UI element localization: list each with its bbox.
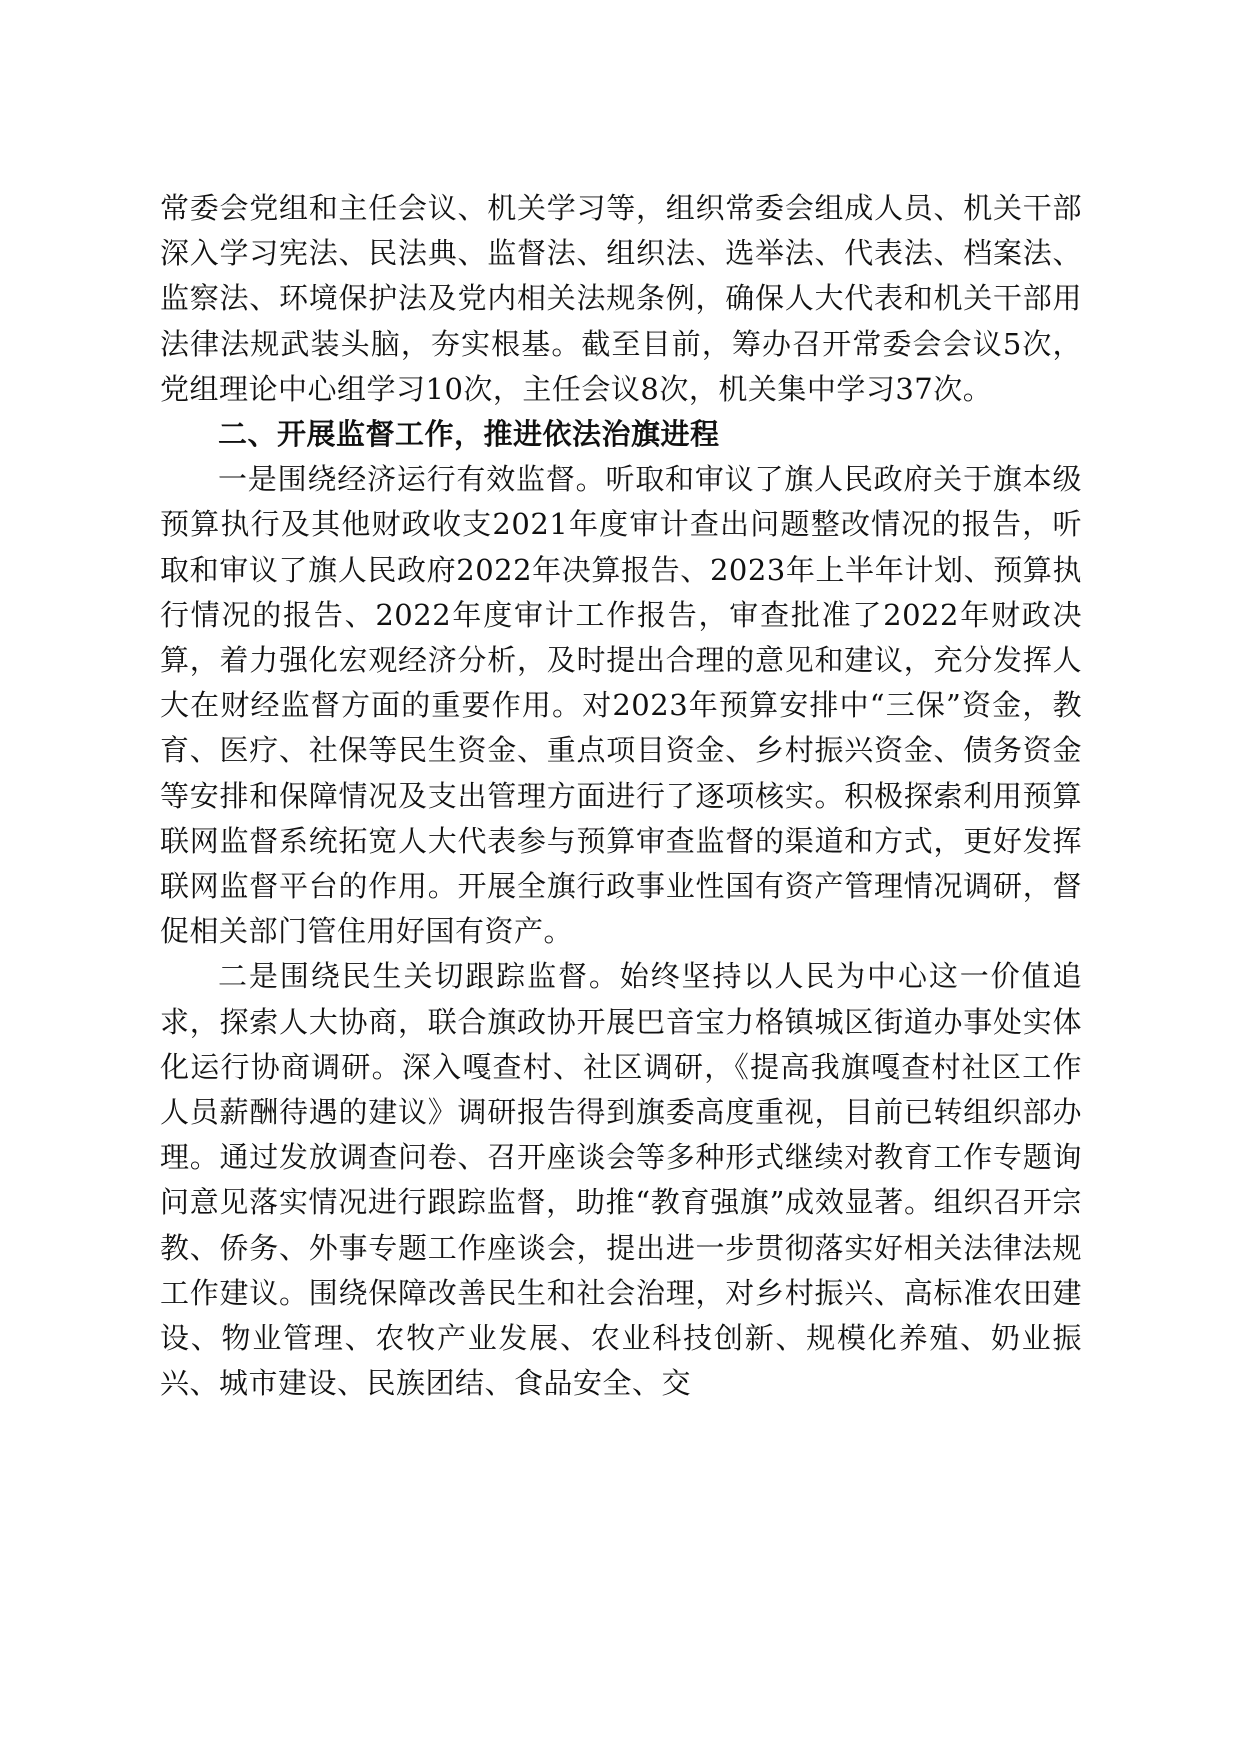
paragraph-study-summary: 常委会党组和主任会议、机关学习等，组织常委会组成人员、机关干部深入学习宪法、民法典、监督法、组织法、选举法、代表法、档案法、监察法、环境保护法及党内相关法规条例，确保人大代表和机关干部用法律法规武装头脑，夯实根基。截至目前，筹办召开常委会会议5次，党组理论中心组学习10次，主任会议8次，机关集中学习37次。: [160, 191, 1082, 406]
section-heading-supervision: 二、开展监督工作，推进依法治旗进程: [218, 417, 720, 452]
paragraph-economic-supervision: 一是围绕经济运行有效监督。听取和审议了旗人民政府关于旗本级预算执行及其他财政收支2021年度审计查出问题整改情况的报告，听取和审议了旗人民政府2022年决算报告、2023年上半年计划、预算执行情况的报告、2022年度审计工作报告，审查批准了2022年财政决算，着力强化宏观经济分析，及时提出合理的意见和建议，充分发挥人大在财经监督方面的重要作用。对2023年预算安排中“三保”资金，教育、医疗、社保等民生资金、重点项目资金、乡村振兴资金、债务资金等安排和保障情况及支出管理方面进行了逐项核实。积极探索利用预算联网监督系统拓宽人大代表参与预算审查监督的渠道和方式，更好发挥联网监督平台的作用。开展全旗行政事业性国有资产管理情况调研，督促相关部门管住用好国有资产。: [160, 462, 1082, 949]
paragraph-livelihood-supervision: 二是围绕民生关切跟踪监督。始终坚持以人民为中心这一价值追求，探索人大协商，联合旗政协开展巴音宝力格镇城区街道办事处实体化运行协商调研。深入嘎查村、社区调研，《提高我旗嘎查村社区工作人员薪酬待遇的建议》调研报告得到旗委高度重视，目前已转组织部办理。通过发放调查问卷、召开座谈会等多种形式继续对教育工作专题询问意见落实情况进行跟踪监督，助推“教育强旗”成效显著。组织召开宗教、侨务、外事专题工作座谈会，提出进一步贯彻落实好相关法律法规工作建议。围绕保障改善民生和社会治理，对乡村振兴、高标准农田建设、物业管理、农牧产业发展、农业科技创新、规模化养殖、奶业振兴、城市建设、民族团结、食品安全、交: [160, 959, 1082, 1401]
document-page: [160, 186, 1082, 1406]
